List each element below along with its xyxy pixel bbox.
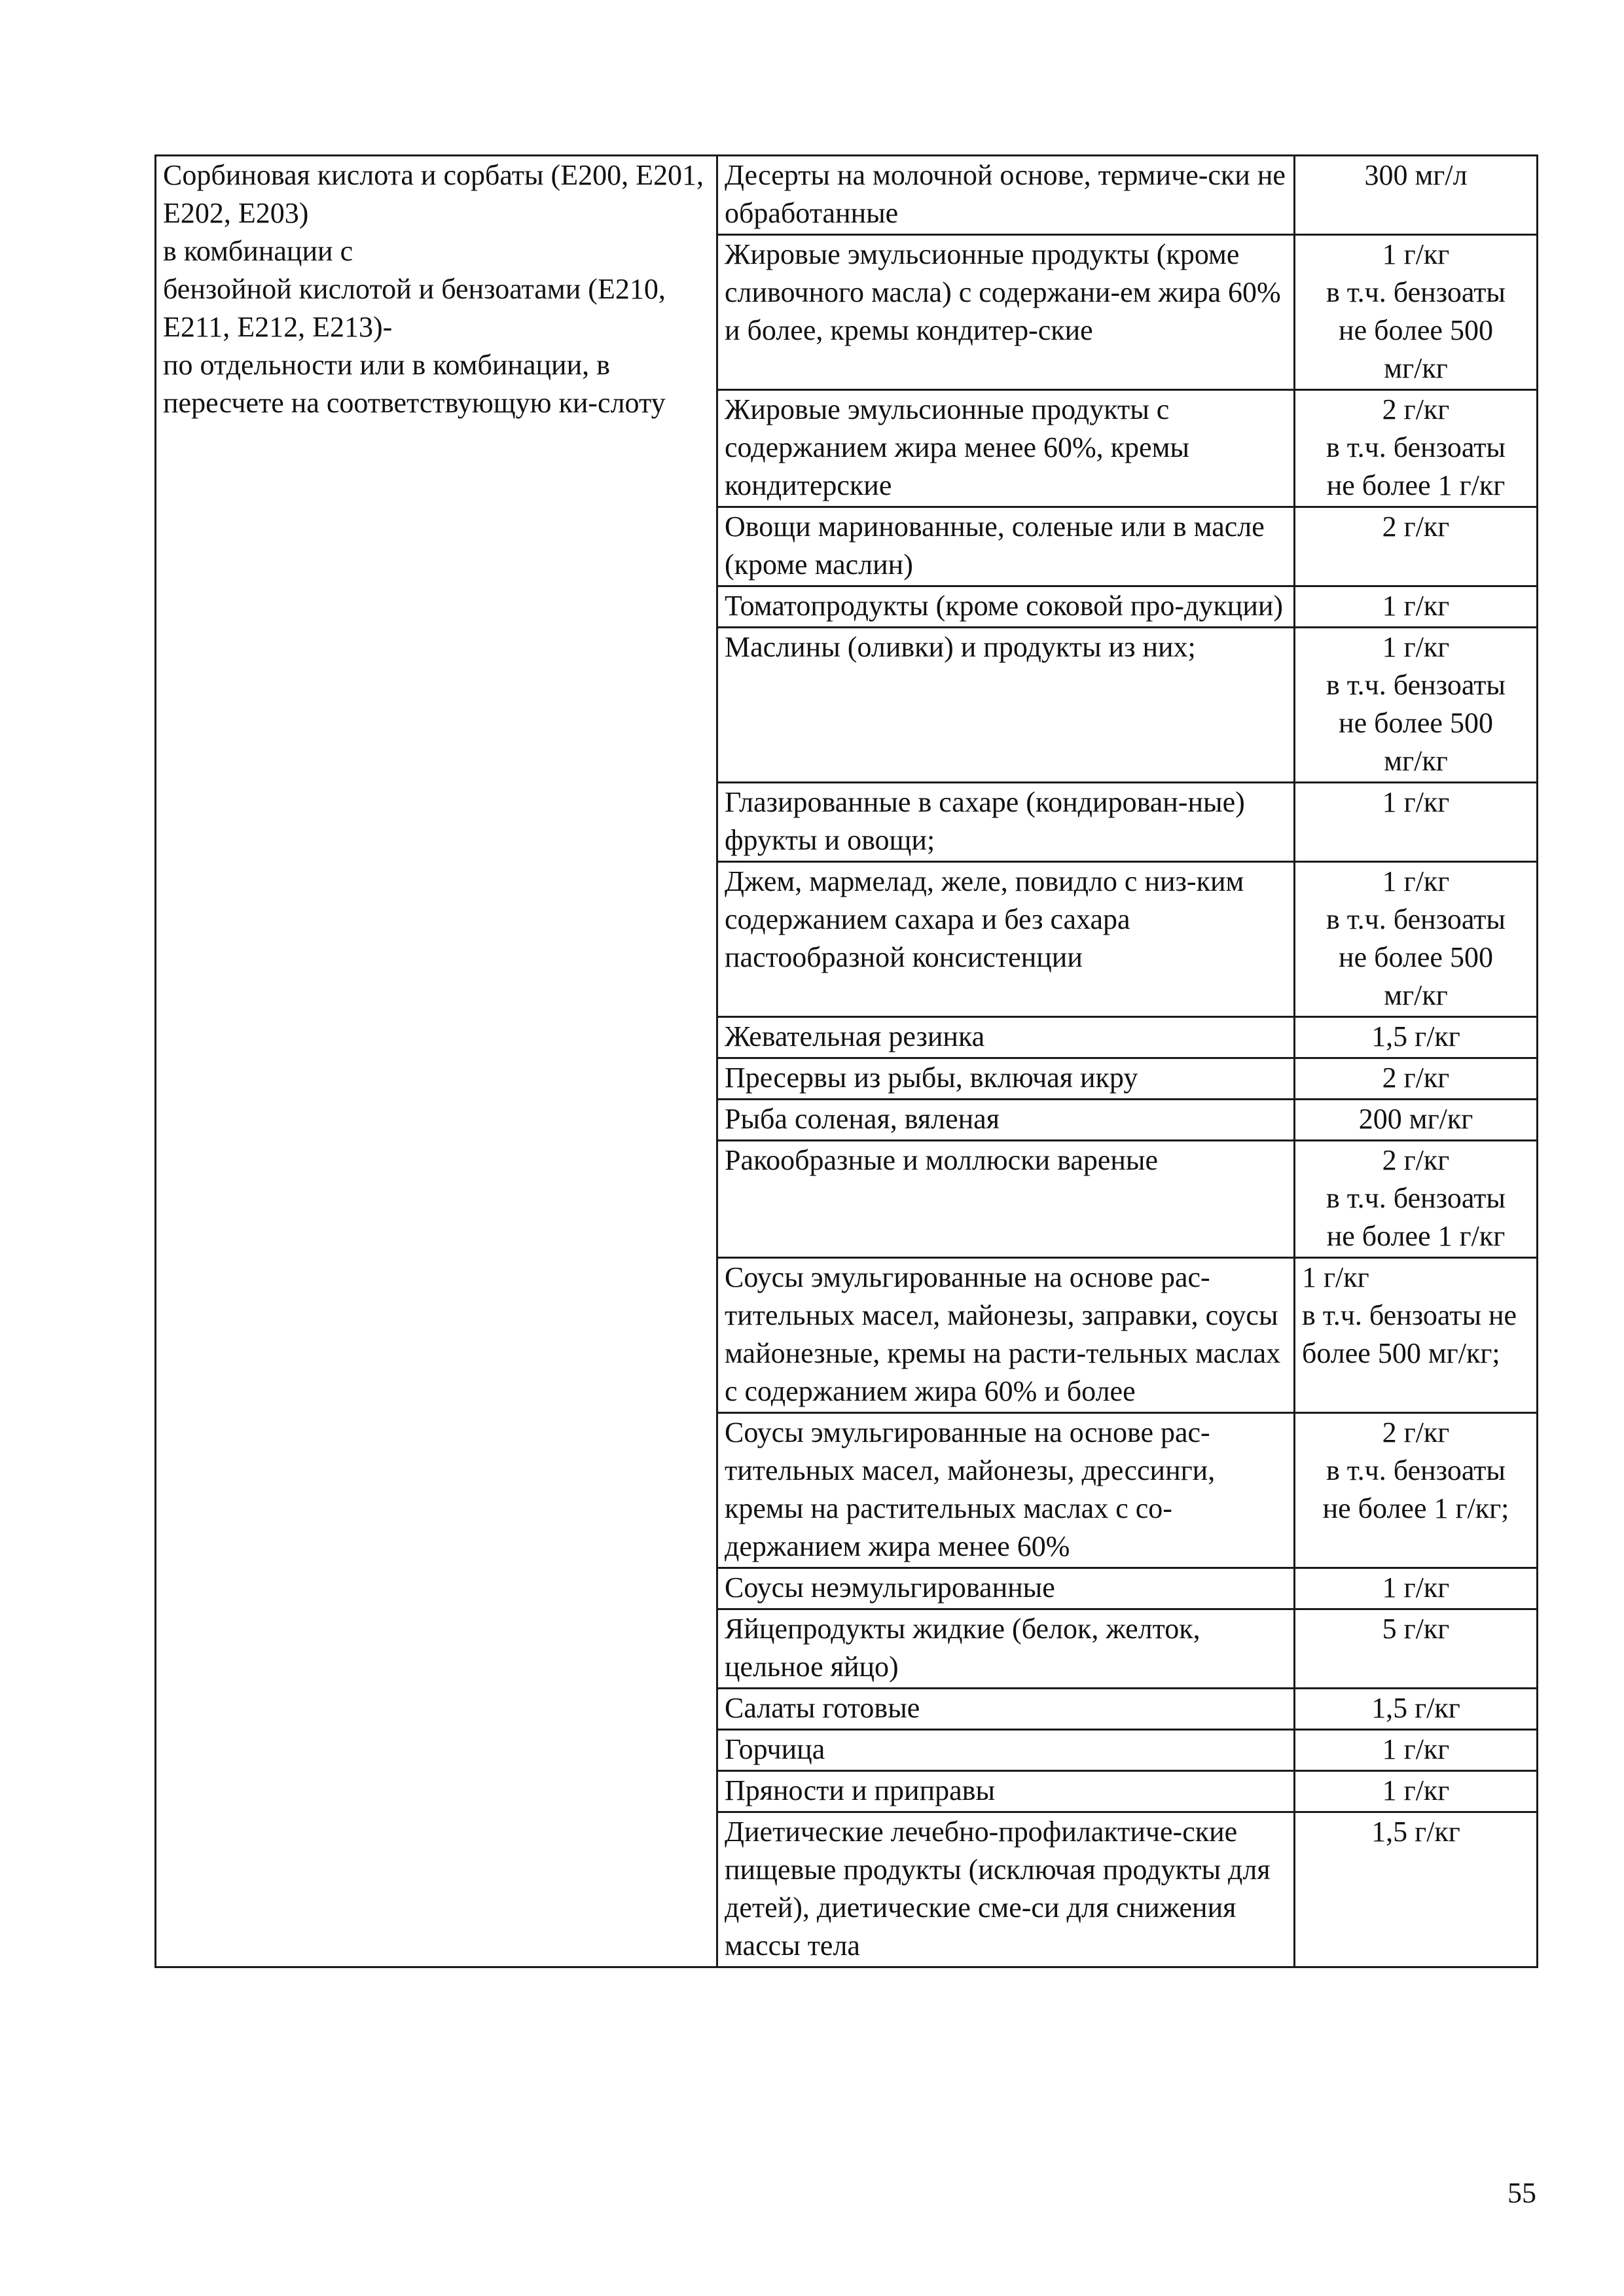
product-cell: Жевательная резинка bbox=[717, 1017, 1295, 1058]
product-cell: Маслины (оливки) и продукты из них; bbox=[717, 628, 1295, 783]
product-cell: Десерты на молочной основе, термиче-ски не обработанные bbox=[717, 156, 1295, 235]
product-cell: Жировые эмульсионные продукты с содержанием жира менее 60%, кремы кондитерские bbox=[717, 390, 1295, 507]
max-level-cell: 1 г/кг bbox=[1295, 1771, 1538, 1812]
additives-table bbox=[154, 154, 1538, 1968]
product-cell: Жировые эмульсионные продукты (кроме сливочного масла) с содержани-ем жира 60% и более, кремы кондитер-ские bbox=[717, 235, 1295, 390]
product-cell: Соусы эмульгированные на основе рас-тительных масел, майонезы, заправки, соусы майонезные, кремы на расти-тельных маслах с содержанием жира 60% и более bbox=[717, 1258, 1295, 1413]
max-level-cell: 1,5 г/кг bbox=[1295, 1017, 1538, 1058]
product-cell: Горчица bbox=[717, 1730, 1295, 1771]
max-level-cell: 1 г/кг в т.ч. бензоаты не более 500 мг/кг bbox=[1295, 862, 1538, 1017]
product-cell: Пряности и приправы bbox=[717, 1771, 1295, 1812]
max-level-cell: 2 г/кг в т.ч. бензоаты не более 1 г/кг; bbox=[1295, 1413, 1538, 1568]
max-level-cell: 1 г/кг bbox=[1295, 1730, 1538, 1771]
product-cell: Диетические лечебно-профилактиче-ские пищевые продукты (исключая продукты для детей), диетические сме-си для снижения массы тела bbox=[717, 1812, 1295, 1967]
product-cell: Джем, мармелад, желе, повидло с низ-ким содержанием сахара и без сахара пастообразной консистенции bbox=[717, 862, 1295, 1017]
max-level-cell: 2 г/кг в т.ч. бензоаты не более 1 г/кг bbox=[1295, 1141, 1538, 1258]
product-cell: Соусы неэмульгированные bbox=[717, 1568, 1295, 1609]
max-level-cell: 300 мг/л bbox=[1295, 156, 1538, 235]
max-level-cell: 5 г/кг bbox=[1295, 1609, 1538, 1689]
max-level-cell: 1 г/кг bbox=[1295, 586, 1538, 628]
page-number: 55 bbox=[1507, 2177, 1536, 2209]
product-cell: Салаты готовые bbox=[717, 1689, 1295, 1730]
product-cell: Рыба соленая, вяленая bbox=[717, 1100, 1295, 1141]
product-cell: Глазированные в сахаре (кондирован-ные) фрукты и овощи; bbox=[717, 783, 1295, 862]
max-level-cell: 200 мг/кг bbox=[1295, 1100, 1538, 1141]
table-body bbox=[156, 156, 1538, 1967]
product-cell: Томатопродукты (кроме соковой про-дукции) bbox=[717, 586, 1295, 628]
max-level-cell: 1 г/кг в т.ч. бензоаты не более 500 мг/кг bbox=[1295, 235, 1538, 390]
product-cell: Овощи маринованные, соленые или в масле (кроме маслин) bbox=[717, 507, 1295, 586]
product-cell: Яйцепродукты жидкие (белок, желток, цельное яйцо) bbox=[717, 1609, 1295, 1689]
max-level-cell: 2 г/кг bbox=[1295, 507, 1538, 586]
max-level-cell: 1,5 г/кг bbox=[1295, 1812, 1538, 1967]
max-level-cell: 2 г/кг в т.ч. бензоаты не более 1 г/кг bbox=[1295, 390, 1538, 507]
max-level-cell: 1,5 г/кг bbox=[1295, 1689, 1538, 1730]
table-row bbox=[156, 156, 1538, 235]
product-cell: Ракообразные и моллюски вареные bbox=[717, 1141, 1295, 1258]
max-level-cell: 2 г/кг bbox=[1295, 1058, 1538, 1100]
product-cell: Соусы эмульгированные на основе рас-тительных масел, майонезы, дрессинги, кремы на растительных маслах с со-держанием жира менее 60% bbox=[717, 1413, 1295, 1568]
max-level-cell: 1 г/кг в т.ч. бензоаты не более 500 мг/кг; bbox=[1295, 1258, 1538, 1413]
max-level-cell: 1 г/кг bbox=[1295, 1568, 1538, 1609]
product-cell: Пресервы из рыбы, включая икру bbox=[717, 1058, 1295, 1100]
max-level-cell: 1 г/кг в т.ч. бензоаты не более 500 мг/кг bbox=[1295, 628, 1538, 783]
substance-cell: Сорбиновая кислота и сорбаты (Е200, Е201, Е202, Е203) в комбинации с бензойной кислотой и бензоатами (Е210, Е211, Е212, Е213)- по отдельности или в комбинации, в пересчете на соответствующую ки-слоту bbox=[156, 156, 717, 1967]
max-level-cell: 1 г/кг bbox=[1295, 783, 1538, 862]
